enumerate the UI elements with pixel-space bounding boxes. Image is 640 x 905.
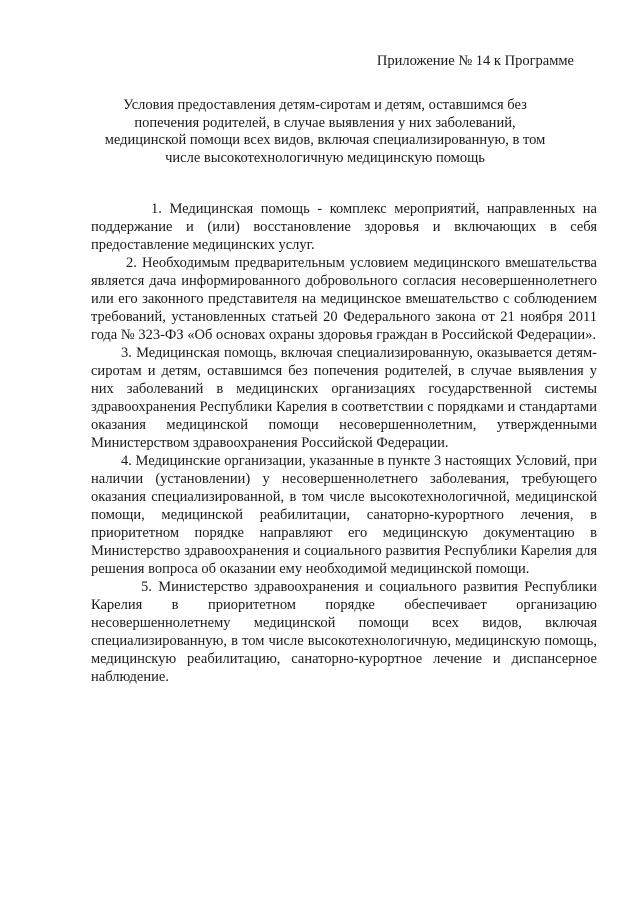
document-body — [91, 200, 597, 686]
paragraph-3: 3. Медицинская помощь, включая специализированную, оказывается детям-сиротам и детям, оставшимся без попечения родителей, в случае выявления у них заболеваний в медицинских организациях государственной системы здравоохранения Республики Карелия в соответствии с порядками и стандартами оказания медицинской помощи несовершеннолетним, утвержденными Министерством здравоохранения Российской Федерации. — [91, 345, 597, 451]
document-title: Условия предоставления детям-сиротам и детям, оставшимся без попечения родителей, в случае выявления у них заболеваний, медицинской помощи всех видов, включая специализированную, в том числе высокотехнологичную медицинскую помощь — [104, 97, 546, 166]
paragraph-2: 2. Необходимым предварительным условием медицинского вмешательства является дача информированного добровольного согласия несовершеннолетнего или его законного представителя на медицинское вмешательство с соблюдением требований, установленных статьей 20 Федерального закона от 21 ноября 2011 года № 323-ФЗ «Об основах охраны здоровья граждан в Российской Федерации». — [91, 255, 597, 343]
paragraph-5: 5. Министерство здравоохранения и социального развития Республики Карелия в приоритетном порядке обеспечивает организацию несовершеннолетнему медицинской помощи всех видов, включая специализированную, в том числе высокотехнологичную, медицинскую помощь, медицинскую реабилитацию, санаторно-курортное лечение и диспансерное наблюдение. — [91, 579, 597, 685]
paragraph-1: 1. Медицинская помощь - комплекс мероприятий, направленных на поддержание и (или) восстановление здоровья и включающих в себя предоставление медицинских услуг. — [91, 201, 597, 253]
appendix-note: Приложение № 14 к Программе — [376, 53, 574, 69]
paragraph-4: 4. Медицинские организации, указанные в пункте 3 настоящих Условий, при наличии (установлении) у несовершеннолетнего заболевания, требующего оказания специализированной, в том числе высокотехнологичной, медицинской помощи, медицинской реабилитации, санаторно-курортного лечения, в приоритетном порядке направляют его медицинскую документацию в Министерство здравоохранения и социального развития Республики Карелия для решения вопроса об оказании ему необходимой медицинской помощи. — [91, 453, 597, 577]
